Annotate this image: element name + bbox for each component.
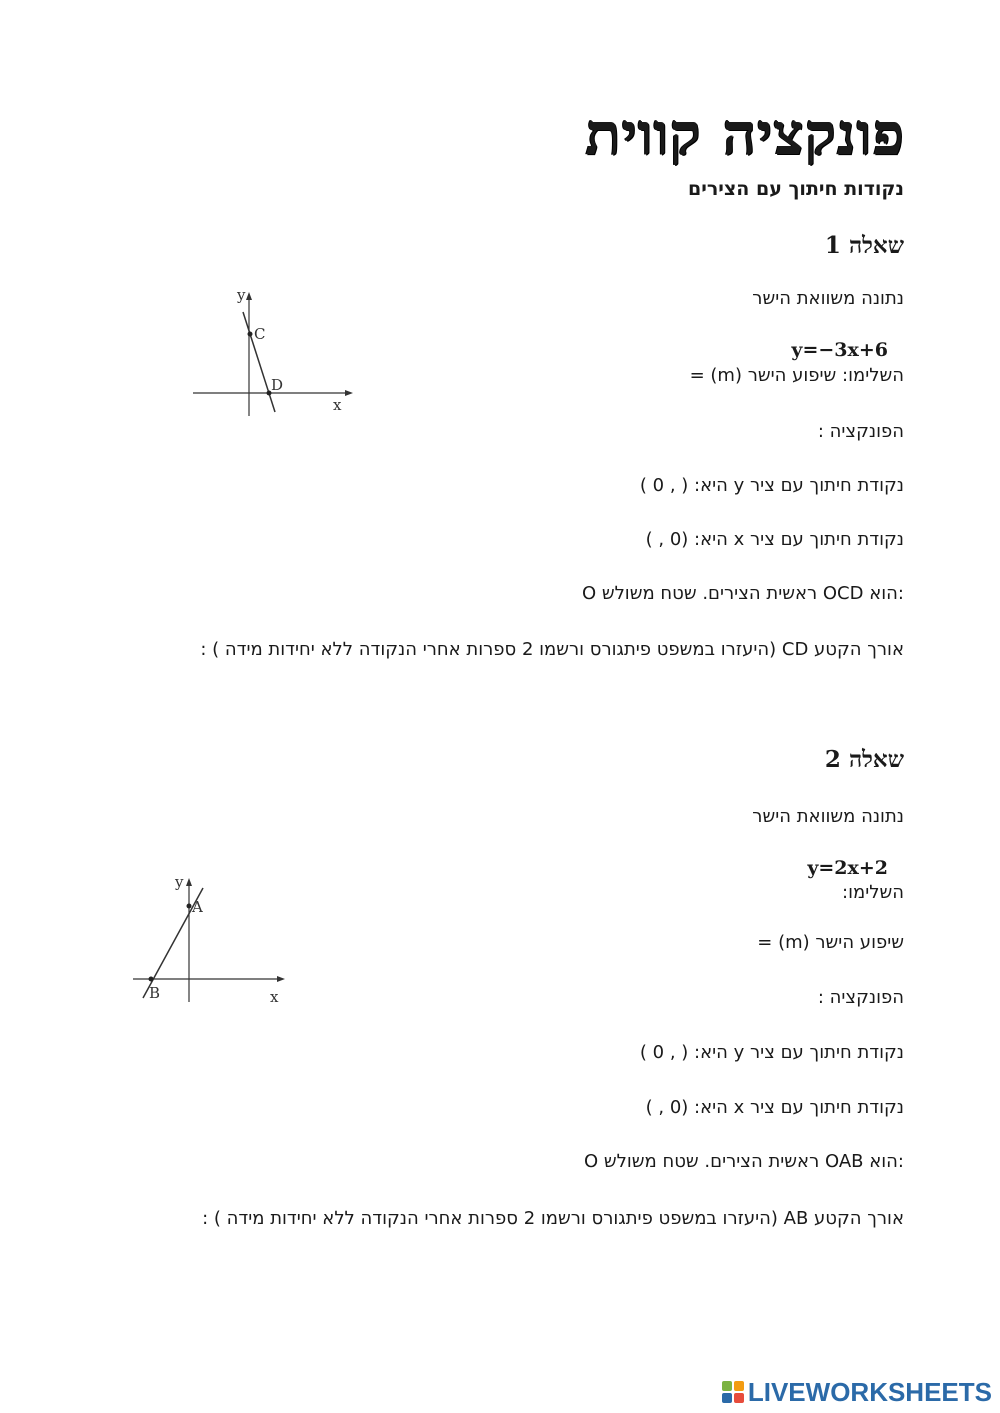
point-b-label: B [149,984,161,1002]
point-b [149,977,154,982]
point-d-label: D [271,376,284,394]
question-2-x-intercept: נקודת חיתוך עם ציר x היא: (0 , ) [645,1097,904,1118]
question-2-equation: y=2x+2 [807,857,888,879]
logo-icon [722,1381,744,1403]
question-2-function-prompt: הפונקציה : [817,987,904,1008]
question-1-x-intercept: נקודת חיתוך עם ציר x היא: (0 , ) [645,529,904,550]
question-1-y-intercept: נקודת חיתוך עם ציר y היא: ( , 0 ) [639,475,904,496]
point-c-label: C [254,325,266,343]
question-1-graph [185,282,355,422]
point-a-label: A [192,898,203,916]
question-1-equation: y=−3x+6 [791,339,888,361]
x-axis-label: x [270,988,279,1006]
question-1-function-prompt: הפונקציה : [817,421,904,442]
question-1-length: אורך הקטע CD (היעזרו במשפט פיתגורס ורשמו 2 ספרות אחרי הנקודה ללא יחידות מידה ) : [200,639,904,660]
x-axis-arrow [345,390,353,396]
question-1-area: O ראשית הצירים. שטח משולש OCD הוא: [581,583,904,604]
page-subtitle: נקודות חיתוך עם הצירים [688,178,904,200]
question-2-heading: שאלה 2 [824,746,904,773]
question-1-slope-prompt: השלימו: שיפוע הישר (m) = [689,365,904,386]
question-2-complete: השלימו: [842,882,904,903]
liveworksheets-logo[interactable] [722,1377,992,1407]
y-axis-arrow [246,292,252,300]
logo-text: LIVEWORKSHEETS [747,1376,992,1407]
y-axis-label: y [237,286,246,304]
question-2-given: נתונה משוואת הישר [752,806,904,827]
page-title: פונקציה קווית [585,100,905,168]
question-2-graph [125,868,295,1008]
x-axis-label: x [333,396,342,414]
question-2-length: אורך הקטע AB (היעזרו במשפט פיתגורס ורשמו 2 ספרות אחרי הנקודה ללא יחידות מידה ) : [202,1208,904,1229]
point-c [248,332,253,337]
question-2-area: O ראשית הצירים. שטח משולש OAB הוא: [584,1151,904,1172]
x-axis-arrow [277,976,285,982]
y-axis-label: y [175,873,184,891]
question-1-heading: שאלה 1 [824,232,904,259]
question-2-y-intercept: נקודת חיתוך עם ציר y היא: ( , 0 ) [639,1042,904,1063]
question-1-given: נתונה משוואת הישר [752,288,904,309]
y-axis-arrow [186,878,192,886]
point-a [187,904,192,909]
question-2-slope-prompt: שיפוע הישר (m) = [757,932,904,953]
